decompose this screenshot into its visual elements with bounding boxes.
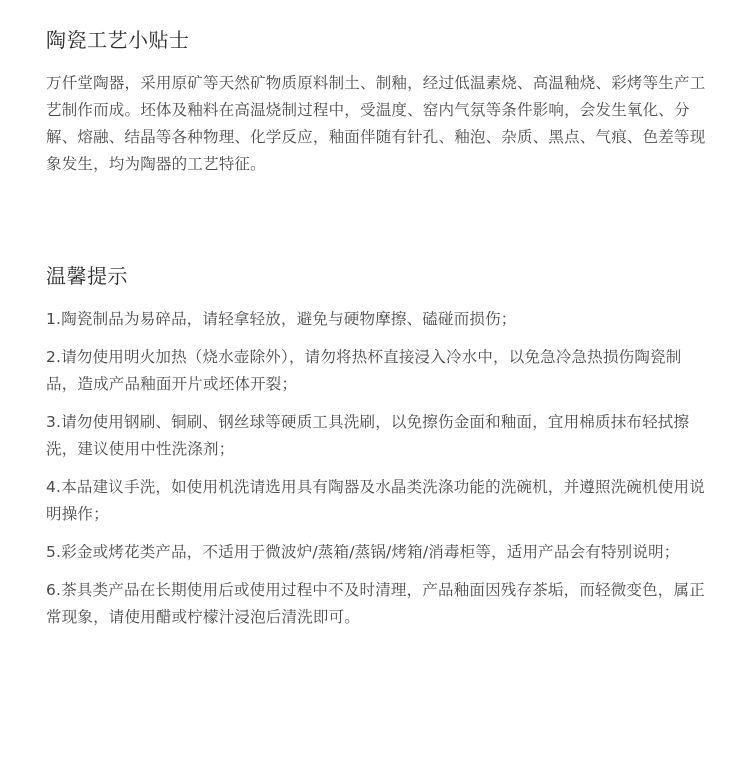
warm-tips-list — [46, 306, 710, 642]
tip-item-4: 4.本品建议手洗，如使用机洗请选用具有陶器及水晶类洗涤功能的洗碗机，并遵照洗碗机使用说明操作； — [46, 478, 705, 523]
tip-item-6: 6.茶具类产品在长期使用后或使用过程中不及时清理，产品釉面因残存茶垢，而轻微变色，属正常现象，请使用醋或柠檬汁浸泡后清洗即可。 — [46, 581, 705, 626]
warm-tips-heading: 温馨提示 — [46, 264, 128, 288]
tip-item-3: 3.请勿使用钢刷、铜刷、钢丝球等硬质工具洗刷，以免擦伤金面和釉面，宜用棉质抹布轻拭擦洗，建议使用中性洗涤剂； — [46, 413, 690, 458]
craft-tips-heading: 陶瓷工艺小贴士 — [46, 28, 190, 52]
tip-item-5: 5.彩金或烤花类产品，不适用于微波炉/蒸箱/蒸锅/烤箱/消毒柜等，适用产品会有特别说明； — [46, 543, 680, 561]
tip-item-2: 2.请勿使用明火加热（烧水壶除外），请勿将热杯直接浸入冷水中，以免急冷急热损伤陶瓷制品，造成产品釉面开片或坯体开裂； — [46, 348, 682, 393]
craft-tips-paragraph: 万仟堂陶器，采用原矿等天然矿物质原料制土、制釉，经过低温素烧、高温釉烧、彩烤等生产工艺制作而成。坯体及釉料在高温烧制过程中，受温度、窑内气氛等条件影响，会发生氧化、分解、熔融、结晶等各种物理、化学反应，釉面伴随有针孔、釉泡、杂质、黑点、气痕、色差等现象发生，均为陶器的工艺特征。 — [46, 74, 706, 173]
tip-item-1: 1.陶瓷制品为易碎品，请轻拿轻放，避免与硬物摩擦、磕碰而损伤； — [46, 310, 517, 328]
